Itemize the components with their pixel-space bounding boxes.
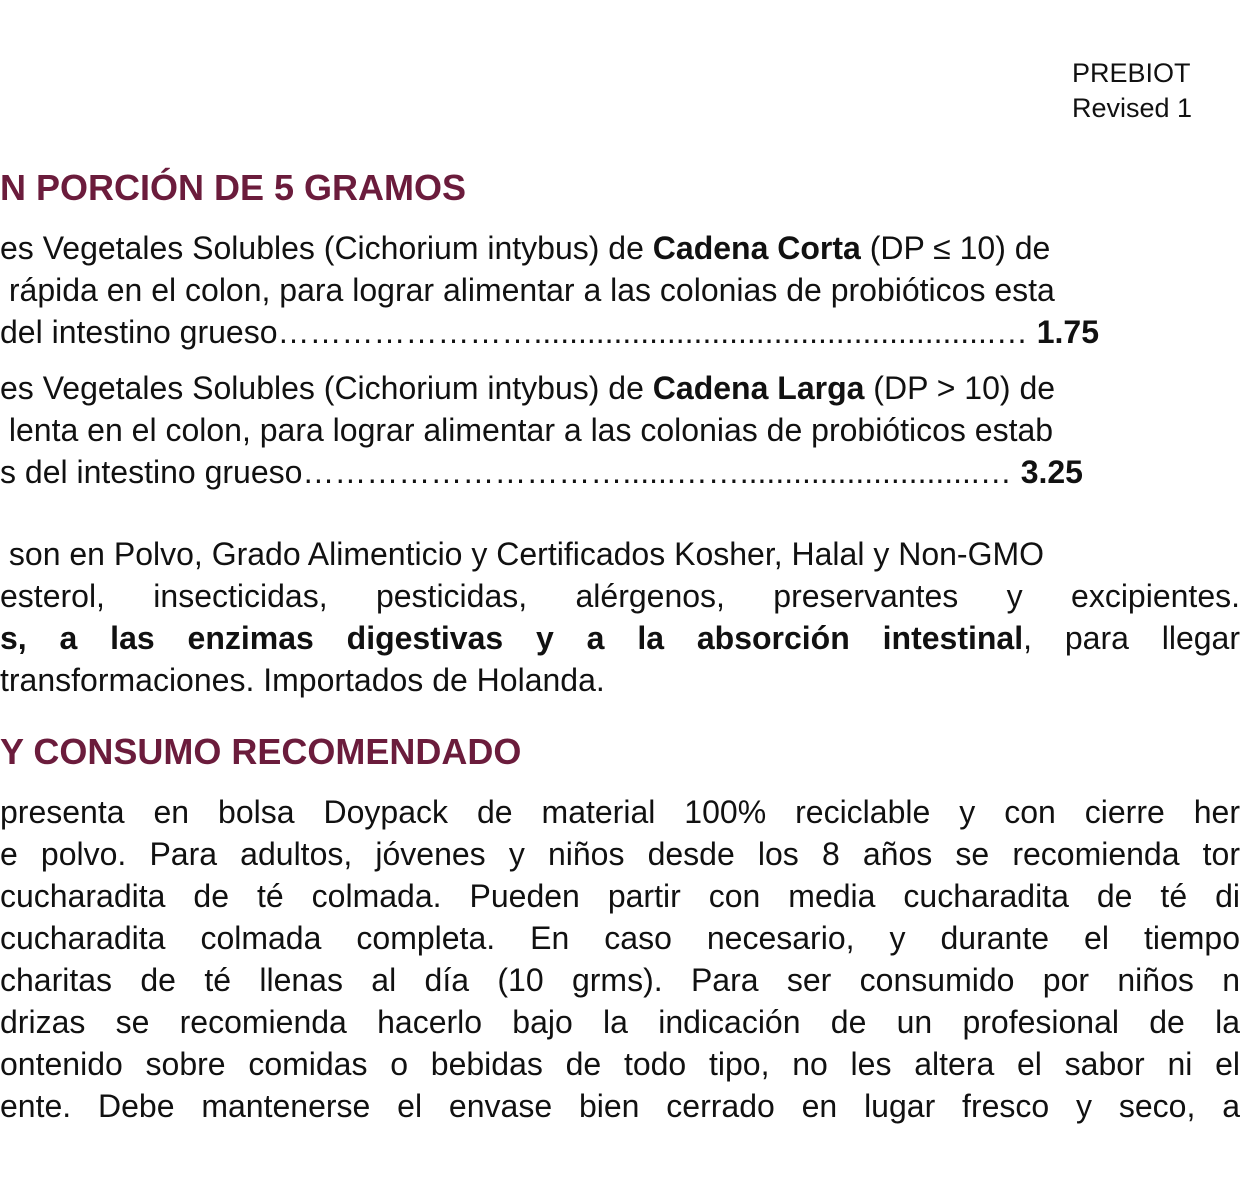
item1-line1-text: es Vegetales Solubles (Cichorium intybus) de — [0, 230, 653, 266]
usage-line-1: presenta en bolsa Doypack de material 100% reciclable y con cierre her — [0, 794, 1240, 830]
description-line3 — [0, 618, 1240, 658]
item2-line1-text: es Vegetales Solubles (Cichorium intybus) de — [0, 370, 653, 406]
item1-line3 — [0, 312, 1099, 352]
item1-line1 — [0, 228, 1050, 268]
item1-amount: 1.75 — [1036, 314, 1099, 350]
usage-line-6: drizas se recomienda hacerlo bajo la indicación de un profesional de la — [0, 1004, 1240, 1040]
description-line2: esterol, insecticidas, pesticidas, alérgenos, preservantes y excipientes. — [0, 578, 1240, 614]
item2-line1 — [0, 368, 1055, 408]
description-line1: son en Polvo, Grado Alimenticio y Certificados Kosher, Halal y Non-GMO — [0, 536, 1044, 572]
item1-line3-text: del intestino grueso……………………....................................................… — [0, 314, 1037, 350]
revision-label: Revised 1 — [1072, 93, 1193, 123]
description-line4: transformaciones. Importados de Holanda. — [0, 662, 605, 698]
usage-line-2: e polvo. Para adultos, jóvenes y niños desde los 8 años se recomienda tor — [0, 836, 1240, 872]
item1-line2: rápida en el colon, para lograr alimentar a las colonias de probióticos esta — [0, 272, 1055, 308]
item2-line3 — [0, 452, 1083, 492]
section-heading-consumption: Y CONSUMO RECOMENDADO — [0, 731, 522, 772]
usage-line-4: cucharadita colmada completa. En caso necesario, y durante el tiempo — [0, 920, 1240, 956]
item2-bold-long-chain: Cadena Larga — [652, 370, 865, 406]
description-line3-tail: , para llegar — [1023, 620, 1240, 656]
section-heading-portion: N PORCIÓN DE 5 GRAMOS — [0, 167, 467, 208]
item2-amount: 3.25 — [1020, 454, 1083, 490]
usage-line-7: ontenido sobre comidas o bebidas de todo tipo, no les altera el sabor ni el — [0, 1046, 1240, 1082]
description-bold-phrase: s, a las enzimas digestivas y a la absorción intestinal — [0, 620, 1024, 656]
usage-line-8: ente. Debe mantenerse el envase bien cerrado en lugar fresco y seco, a — [0, 1088, 1240, 1124]
usage-line-3: cucharadita de té colmada. Pueden partir con media cucharadita de té di — [0, 878, 1240, 914]
item1-bold-short-chain: Cadena Corta — [652, 230, 861, 266]
item2-line2: lenta en el colon, para lograr alimentar a las colonias de probióticos estab — [0, 412, 1054, 448]
document-code: PREBIOT — [1072, 58, 1191, 88]
item2-line1-tail: (DP > 10) de — [864, 370, 1056, 406]
usage-line-5: charitas de té llenas al día (10 grms). Para ser consumido por niños n — [0, 962, 1240, 998]
item2-line3-text: s del intestino grueso…………………………......……...........................… — [0, 454, 1021, 490]
item1-line1-tail: (DP ≤ 10) de — [860, 230, 1051, 266]
